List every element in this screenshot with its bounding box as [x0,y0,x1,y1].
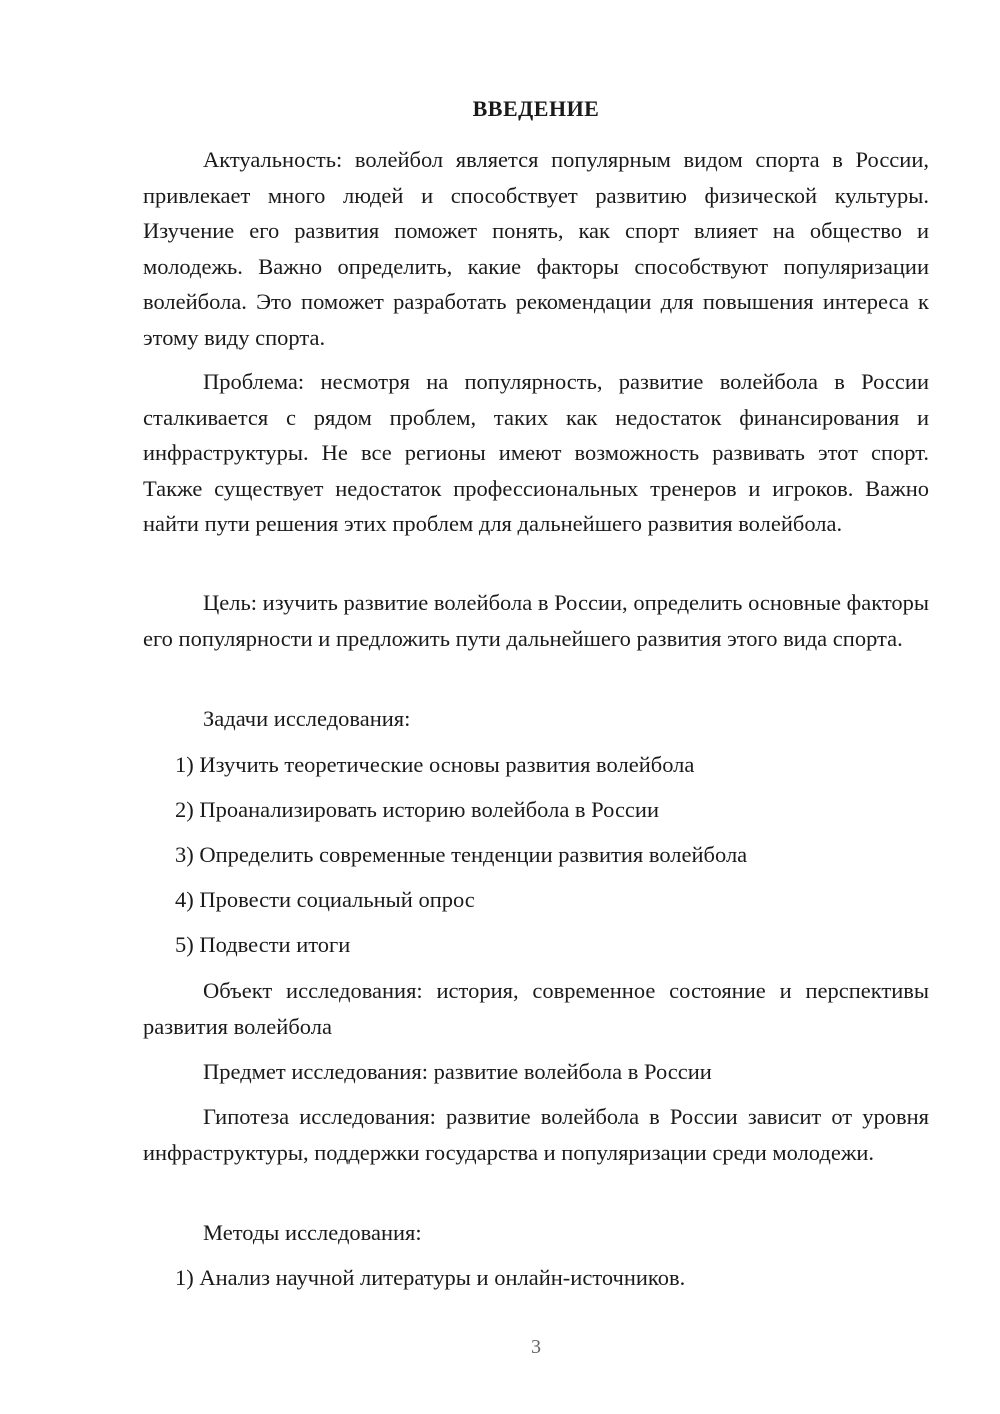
hypothesis-paragraph-block [143,1099,929,1170]
tasks-section [143,701,929,737]
list-item: 5) Подвести итоги [175,932,351,957]
relevance-paragraph-block [143,142,929,355]
subject-paragraph: Предмет исследования: развитие волейбола в России [203,1059,712,1084]
subject-paragraph-block [143,1054,929,1090]
list-item: 3) Определить современные тенденции развития волейбола [175,842,748,867]
problem-paragraph-block [143,364,929,542]
task-item-3-block [143,837,929,873]
task-item-1-block [143,747,929,783]
object-paragraph-block [143,973,929,1044]
method-item-1-block [143,1260,929,1296]
relevance-paragraph: Актуальность: волейбол является популярным видом спорта в России, привлекает много людей и способствует развитию физической культуры. Изучение его развития поможет понять, как спорт влияет на общество и молодежь. Важно определить, какие факторы способствуют популяризации волейбола. Это поможет разработать рекомендации для повышения интереса к этому виду спорта. [143,147,929,350]
methods-heading: Методы исследования: [203,1220,422,1245]
goal-paragraph-block [143,585,929,656]
tasks-heading: Задачи исследования: [203,706,411,731]
page-title: ВВЕДЕНИЕ [472,96,600,121]
list-item: 4) Провести социальный опрос [175,887,475,912]
task-item-2-block [143,792,929,828]
task-item-5-block [143,927,929,963]
goal-paragraph: Цель: изучить развитие волейбола в России, определить основные факторы его популярности и предложить пути дальнейшего развития этого вида спорта. [143,590,929,651]
problem-paragraph: Проблема: несмотря на популярность, развитие волейбола в России сталкивается с рядом проблем, таких как недостаток финансирования и инфраструктуры. Не все регионы имеют возможность развивать этот спорт. Также существует недостаток профессиональных тренеров и игроков. Важно найти пути решения этих проблем для дальнейшего развития волейбола. [143,369,929,536]
list-item: 2) Проанализировать историю волейбола в России [175,797,660,822]
list-item: 1) Изучить теоретические основы развития волейбола [175,752,695,777]
methods-section [143,1215,929,1251]
hypothesis-paragraph: Гипотеза исследования: развитие волейбола в России зависит от уровня инфраструктуры, поддержки государства и популяризации среди молодежи. [143,1104,929,1165]
object-paragraph: Объект исследования: история, современное состояние и перспективы развития волейбола [143,978,929,1039]
page-number: 3 [531,1336,541,1358]
task-item-4-block [143,882,929,918]
list-item: 1) Анализ научной литературы и онлайн-источников. [175,1265,686,1290]
